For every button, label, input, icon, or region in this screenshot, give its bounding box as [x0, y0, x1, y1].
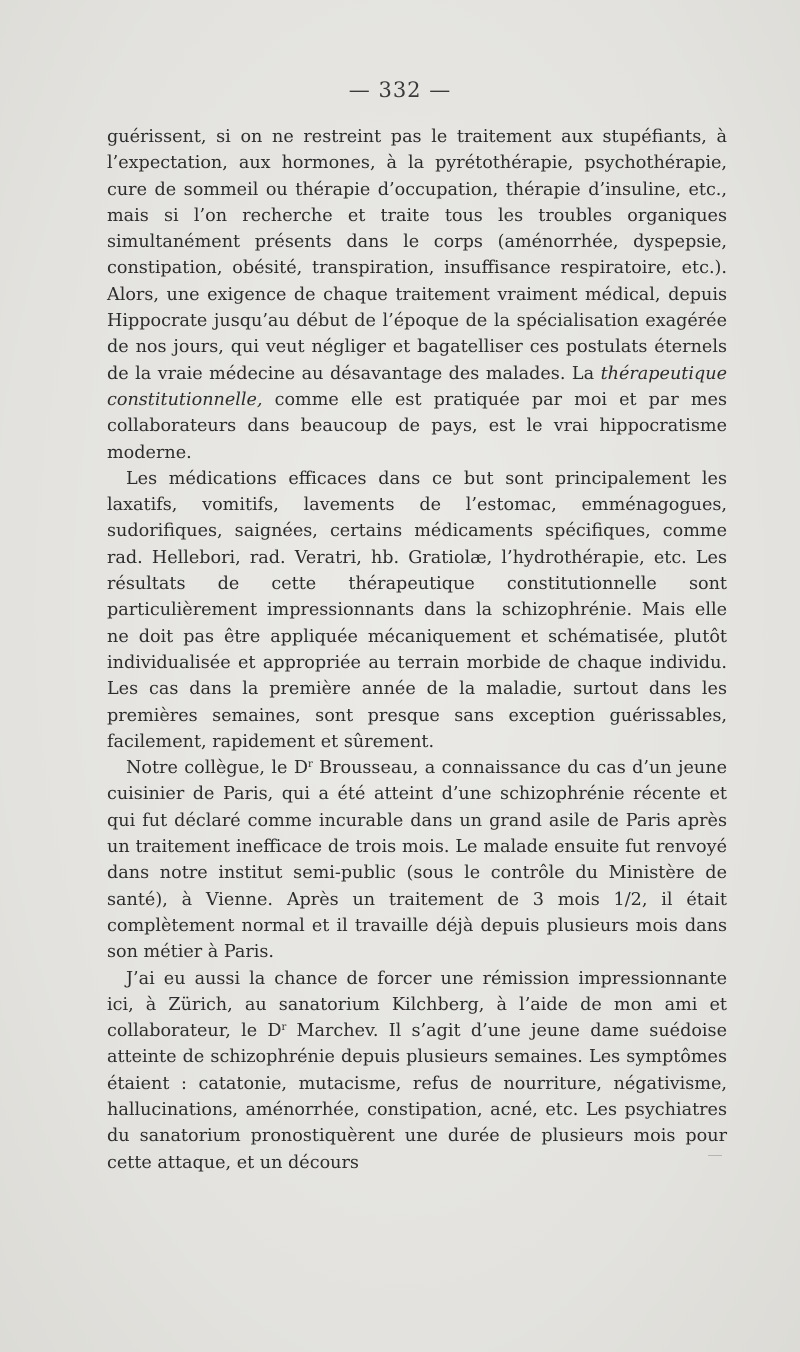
italic-phrase: thérapeutique constitutionnelle,: [107, 363, 727, 410]
body-text: [107, 124, 727, 1176]
text-span: J’ai eu aussi la chance de forcer une rémission impressionnante ici, à Zürich, au sanatorium Kilchberg, à l’aide de mon ami et collaborateur, le D: [107, 968, 727, 1042]
text-span: Notre collègue, le D: [126, 758, 308, 779]
paragraph-3: [107, 755, 727, 965]
paragraph-2: [107, 466, 727, 755]
superscript: r: [307, 759, 313, 771]
page-number: — 332 —: [348, 78, 452, 102]
text-span: guérissent, si on ne restreint pas le traitement aux stupéfiants, à l’expectation, aux hormones, à la pyrétothérapie, psychothérapie, cure de sommeil ou thérapie d’occupation, thérapie d’insuline, etc., mais si l’on recherche et traite tous les troubles organiques simultanément présents dans le corps (aménorrhée, dyspepsie, constipation, obésité, transpiration, insuffisance respiratoire, etc.). Alors, une exigence de chaque traitement vraiment médical, depuis Hippocrate jusqu’au début de l’époque de la spécialisation exagérée de nos jours, qui veut négliger et bagatelliser ces postulats éternels de la vraie médecine au désavantage des malades. La: [107, 127, 727, 384]
text-span: Les médications efficaces dans ce but sont principalement les laxatifs, vomitifs, lavements de l’estomac, emménagogues, sudorifiques, saignées, certains médicaments spécifiques, comme rad. Hellebori, rad. Veratri, hb. Gratiolæ, l’hydrothérapie, etc. Les résultats de cette thérapeutique constitutionnelle sont particulièrement impressionnants dans la schizophrénie. Mais elle ne doit pas être appliquée mécaniquement et schématisée, plutôt individualisée et appropriée au terrain morbide de chaque individu. Les cas dans la première année de la maladie, surtout dans les premières semaines, sont presque sans exception guérissables, facilement, rapidement et sûrement.: [107, 468, 727, 752]
superscript: r: [281, 1022, 287, 1034]
paragraph-1: [107, 124, 727, 466]
text-span: comme elle est pratiquée par moi et par mes collaborateurs dans beaucoup de pays, est le vrai hippocratisme moderne.: [107, 389, 727, 463]
paper-mark: [708, 1155, 722, 1156]
text-span: Brousseau, a connaissance du cas d’un jeune cuisinier de Paris, qui a été atteint d’une schizophrénie récente et qui fut déclaré comme incurable dans un grand asile de Paris après un traitement inefficace de trois mois. Le malade ensuite fut renvoyé dans notre institut semi-public (sous le contrôle du Ministère de santé), à Vienne. Après un traitement de 3 mois 1/2, il était complètement normal et il travaille déjà depuis plusieurs mois dans son métier à Paris.: [107, 758, 727, 963]
paragraph-4: [107, 966, 727, 1176]
text-span: Marchev. Il s’agit d’une jeune dame suédoise atteinte de schizophrénie depuis plusieurs semaines. Les symptômes étaient : catatonie, mutacisme, refus de nourriture, négativisme, hallucinations, aménorrhée, constipation, acné, etc. Les psychiatres du sanatorium pronostiquèrent une durée de plusieurs mois pour cette attaque, et un décours: [107, 1021, 727, 1173]
